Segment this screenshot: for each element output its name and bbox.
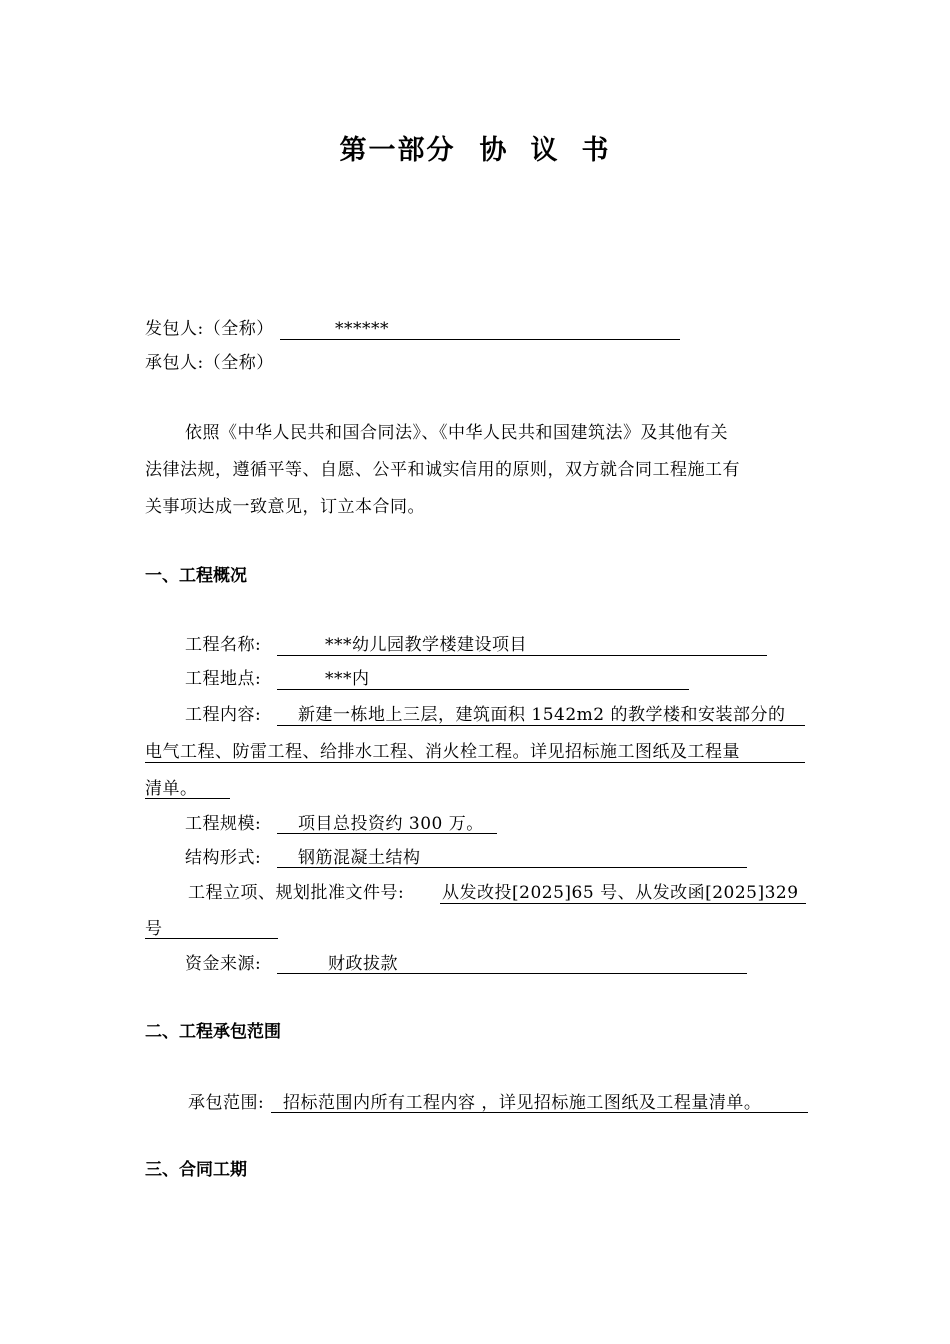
project-content-underline-1 [277, 725, 805, 726]
title-char-3: 书 [581, 135, 611, 166]
title-char-1: 协 [479, 135, 509, 166]
fund-source-value: 财政拔款 [328, 954, 398, 974]
fund-source-underline [277, 973, 747, 974]
section-2-heading: 二、工程承包范围 [145, 1022, 281, 1042]
contractor-label: 承包人:（全称） [145, 353, 274, 373]
project-name-underline [277, 655, 767, 656]
structure-value: 钢筋混凝土结构 [298, 848, 421, 868]
project-location-value: ***内 [325, 669, 370, 689]
project-content-label: 工程内容: [185, 705, 262, 725]
project-name-value: ***幼儿园教学楼建设项目 [325, 635, 527, 655]
project-scale-underline [277, 833, 497, 834]
employer-underline [280, 339, 680, 340]
employer-value: ****** [335, 319, 389, 339]
employer-label: 发包人:（全称） [145, 319, 274, 339]
preamble-line-2: 法律法规，遵循平等、自愿、公平和诚实信用的原则，双方就合同工程施工有 [145, 460, 740, 480]
contract-scope-label: 承包范围: [188, 1093, 265, 1113]
project-content-line-2: 电气工程、防雷工程、给排水工程、消火栓工程。详见招标施工图纸及工程量 [145, 742, 740, 762]
approval-underline-2 [145, 938, 278, 939]
approval-value-line-2: 号 [145, 919, 163, 939]
preamble-line-1: 依照《中华人民共和国合同法》、《中华人民共和国建筑法》及其他有关 [185, 423, 728, 443]
project-scale-value: 项目总投资约 300 万。 [298, 814, 484, 834]
project-content-line-1: 新建一栋地上三层，建筑面积 1542m2 的教学楼和安装部分的 [298, 705, 786, 725]
document-title [0, 135, 950, 167]
preamble-line-3: 关事项达成一致意见，订立本合同。 [145, 497, 425, 517]
project-name-label: 工程名称: [185, 635, 262, 655]
project-content-underline-2 [145, 762, 805, 763]
project-location-underline [277, 689, 689, 690]
project-location-label: 工程地点: [185, 669, 262, 689]
title-char-2: 议 [530, 135, 560, 166]
project-scale-label: 工程规模: [185, 814, 262, 834]
section-3-heading: 三、合同工期 [145, 1160, 247, 1180]
structure-underline [277, 867, 747, 868]
approval-value-line-1: 从发改投[2025]65 号、从发改函[2025]329 [442, 883, 799, 903]
project-content-line-3: 清单。 [145, 779, 198, 799]
project-content-underline-3 [145, 798, 230, 799]
structure-label: 结构形式: [185, 848, 262, 868]
contract-scope-underline [271, 1112, 808, 1113]
section-1-heading: 一、工程概况 [145, 566, 247, 586]
fund-source-label: 资金来源: [185, 954, 262, 974]
title-part: 第一部分 [339, 135, 456, 166]
contract-scope-value: 招标范围内所有工程内容 ，详见招标施工图纸及工程量清单。 [283, 1093, 762, 1113]
approval-label: 工程立项、规划批准文件号: [188, 883, 405, 903]
approval-underline-1 [440, 903, 806, 904]
